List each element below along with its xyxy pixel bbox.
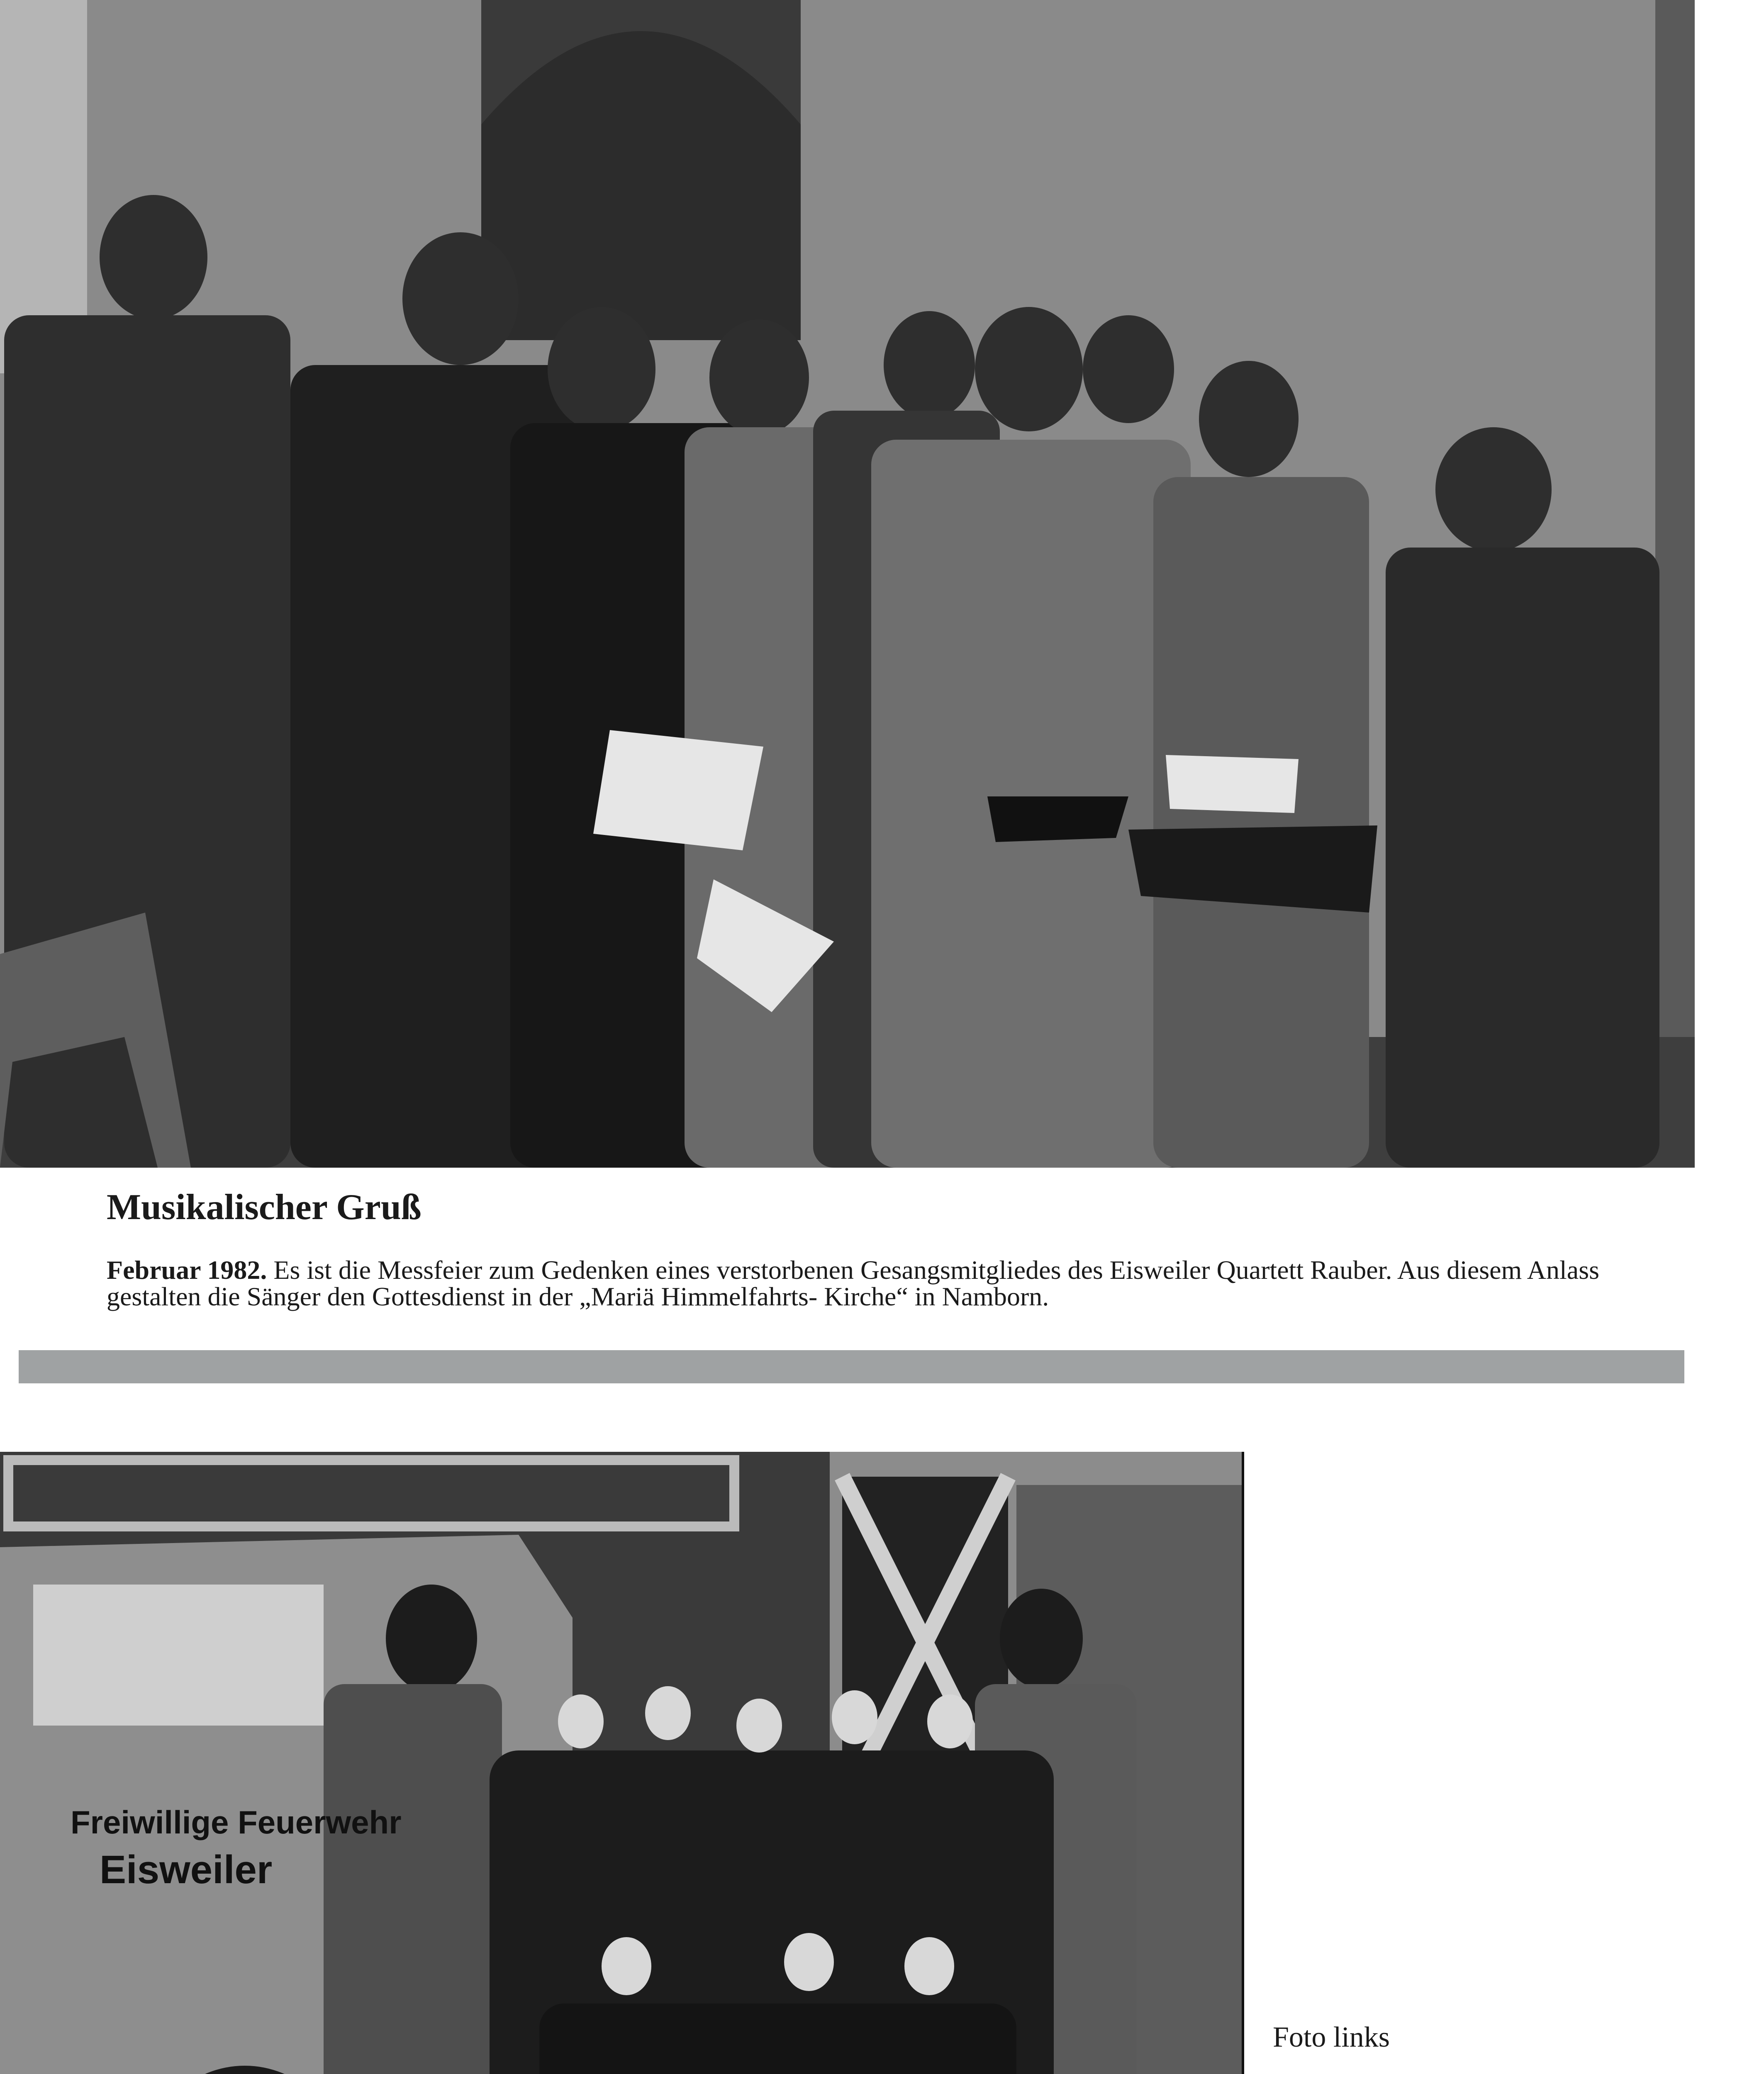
section-description	[107, 1257, 1600, 1310]
photo-reference-label: Foto links	[1273, 2021, 1390, 2053]
section-title: Musikalischer Gruß	[107, 1187, 422, 1227]
youth-fire-brigade-photo	[0, 1452, 1244, 2074]
van-lettering-line1: Freiwillige Feuerwehr	[71, 1804, 402, 1840]
divider-bar	[19, 1350, 1684, 1383]
youth-fire-brigade-illustration	[0, 1452, 1242, 2074]
van-lettering-line2: Eisweiler	[100, 1848, 273, 1892]
section-description-body: Es ist die Messfeier zum Gedenken eines verstorbenen Gesangsmitgliedes des Eisweiler Quartett Rauber. Aus diesem Anlass gestalten die Sänger den Gottesdienst in der „Mariä Himmelfahrts- Kirche“ in Namborn.	[107, 1255, 1599, 1311]
photo-side-caption	[1273, 2020, 1729, 2074]
section-description-lead: Februar 1982.	[107, 1255, 267, 1285]
